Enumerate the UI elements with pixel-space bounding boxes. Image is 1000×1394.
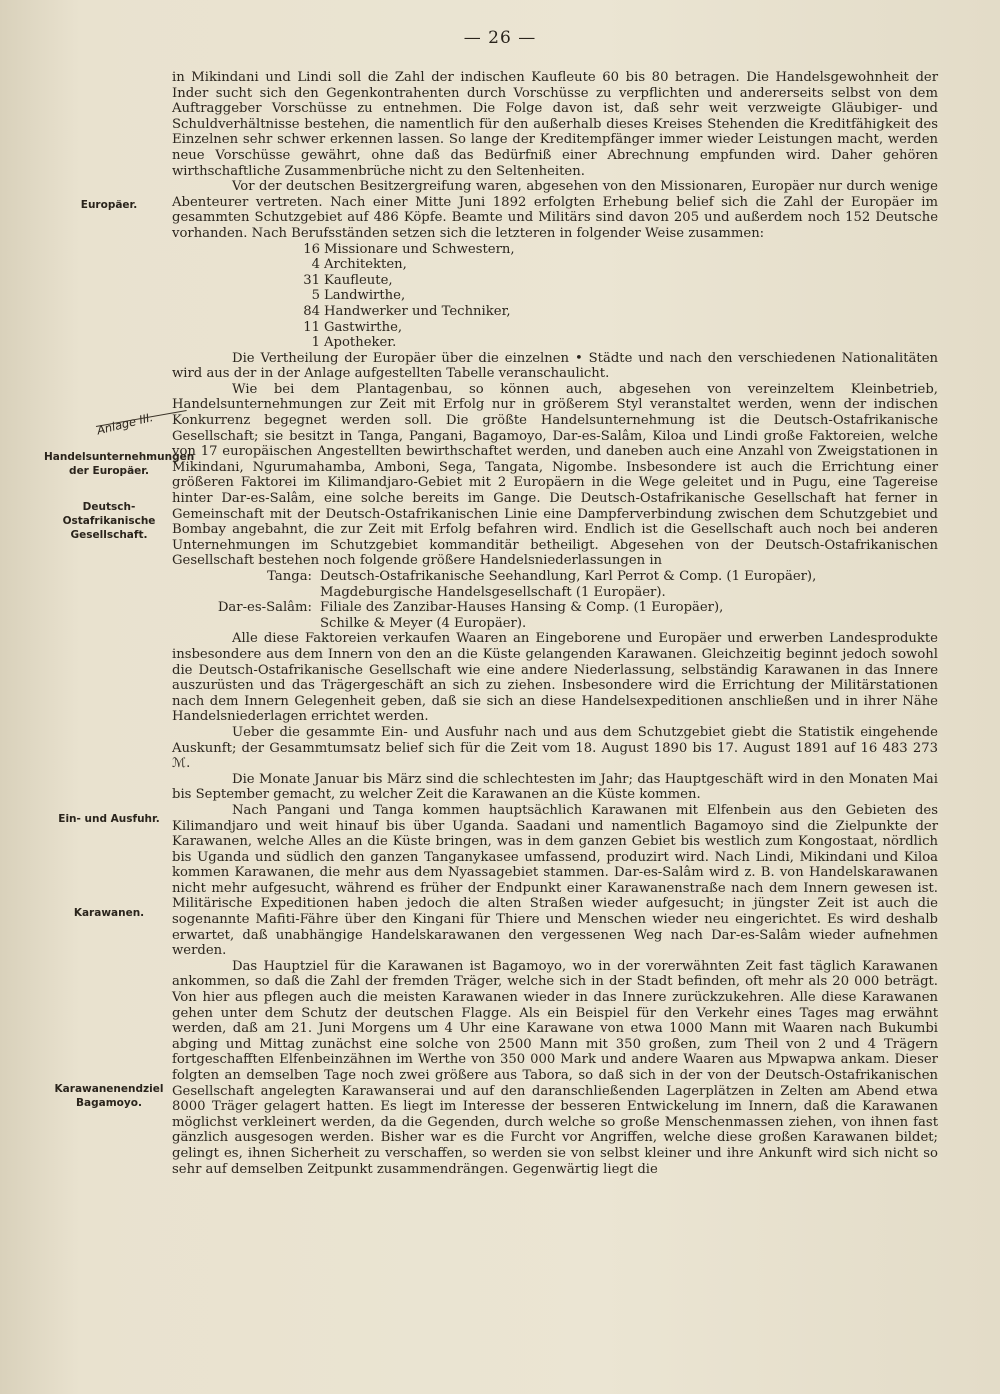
paragraph-indische-kaufleute: in Mikindani und Lindi soll die Zahl der indischen Kaufleute 60 bis 80 betragen. Die Handelsgewohnheit der Inder sucht sich den Gegenkontrahenten durch Vorschüsse zu verpflichten und andererseits selbst von dem Auftraggeber Vorschüsse zu entnehmen. Die Folge davon ist, daß sehr weit verzweigte Gläubiger- und Schuldverhältnisse bestehen, die namentlich für den außerhalb dieses Kreises Stehenden die Kreditfähigkeit des Einzelnen sehr schwer erkennen lassen. So lange der Kreditempfänger immer wieder Leistungen macht, werden neue Vorschüsse gewährt, ohne daß das Bedürfniß einer Abrechnung empfunden wird. Daher gehören wirthschaftliche Zusammenbrüche nicht zu den Seltenheiten.: [172, 70, 938, 179]
paragraph-europaer: Vor der deutschen Besitzergreifung waren, abgesehen von den Missionaren, Europäer nur durch wenige Abenteurer vertreten. Nach einer Mitte Juni 1892 erfolgten Erhebung belief sich die Zahl der Europäer im gesammten Schutzgebiet auf 486 Köpfe. Beamte und Militärs sind davon 205 und außerdem noch 152 Deutsche vorhanden. Nach Berufsständen setzen sich die letzteren in folgender Weise zusammen:: [172, 179, 938, 241]
list-item: 84 Handwerker und Techniker,: [303, 303, 511, 319]
paragraph-bagamoyo: Das Hauptziel für die Karawanen ist Bagamoyo, wo in der vorerwähnten Zeit fast täglich Karawanen ankommen, so daß die Zahl der fremden Träger, welche sich in der Stadt befinden, oft mehr als 20 000 beträgt. Von hier aus pflegen auch die meisten Karawanen wieder in das Innere zurückzukehren. Alle diese Karawanen gehen unter dem Schutz der deutschen Flagge. Als ein Beispiel für den Verkehr eines Tages mag erwähnt werden, daß am 21. Juni Morgens um 4 Uhr eine Karawane von etwa 1000 Mann mit Waaren nach Bukumbi abging und Mittag zunächst eine solche von 2500 Mann mit 350 großen, zum Theil von 2 und 4 Trägern fortgeschafften Elfenbeinzähnen im Werthe von 350 000 Mark und andere Waaren aus Mpwapwa ankam. Dieser folgten an demselben Tage noch zwei größere aus Tabora, so daß sich in der von der Deutsch-Ostafrikanischen Gesellschaft angelegten Karawanserai und auf den daranschließenden Lagerplätzen in Zelten am Abend etwa 8000 Träger gelagert hatten. Es liegt im Interesse der besseren Entwickelung im Innern, daß die Karawanen möglichst verkleinert werden, da die Gegenden, durch welche so große Menschenmassen ziehen, von ihnen fast gänzlich ausgesogen werden. Bisher war es die Furcht vor Angriffen, welche diese großen Karawanen bildet; gelingt es, ihnen Sicherheit zu verschaffen, so werden sie von selbst kleiner und ihre Ankunft wird sich nicht so sehr auf demselben Zeitpunkt zusammendrängen. Gegenwärtig liegt die: [172, 958, 938, 1177]
list-item: 31 Kaufleute,: [303, 272, 393, 288]
trade-entry: Magdeburgische Handelsgesellschaft (1 Europäer).: [320, 584, 666, 600]
margin-note-ein-ausfuhr: Ein- und Ausfuhr.: [58, 813, 160, 825]
paragraph-vertheilung: Die Vertheilung der Europäer über die einzelnen • Städte und nach den verschiedenen Nationalitäten wird aus der in der Anlage aufgestellten Tabelle veranschaulicht.: [172, 350, 938, 382]
body-text: [172, 70, 938, 1177]
trade-row-dar-es-salam: [172, 600, 938, 631]
trade-location: Dar-es-Salâm:: [217, 600, 312, 616]
list-item: 4 Architekten,: [311, 257, 407, 273]
trade-entry: Schilke & Meyer (4 Europäer).: [320, 615, 527, 631]
trade-location: Tanga:: [267, 569, 312, 584]
profession-list: [172, 242, 938, 351]
margin-note-handelsunternehmungen: Handelsunternehmungen der Europäer.: [44, 451, 195, 477]
list-item: 11 Gastwirthe,: [303, 319, 403, 335]
margin-note-anlage: Anlage III.: [95, 410, 155, 438]
paragraph-karawanen: Nach Pangani und Tanga kommen hauptsächlich Karawanen mit Elfenbein aus den Gebieten des Kilimandjaro und weit hinauf bis über Uganda. Saadani und namentlich Bagamoyo sind die Zielpunkte der Karawanen, welche Alles an die Küste bringen, was in dem ganzen Gebiet bis westlich zum Kongostaat, nördlich bis Uganda und südlich den ganzen Tanganykasee umfassend, produzirt wird. Nach Lindi, Mikindani und Kiloa kommen Karawanen, die mehr aus dem Nyassagebiet stammen. Dar-es-Salâm wird z. B. von Handelskarawanen nicht mehr aufgesucht, während es früher der Endpunkt einer Karawanenstraße nach dem Innern gewesen ist. Militärische Expeditionen haben jedoch die alten Straßen wieder aufgesucht; in jüngster Zeit ist auch die sogenannte Mafiti-Fähre über den Kingani für Thiere und Menschen wieder neu eingerichtet. Es wird deshalb erwartet, daß unabhängige Handelskarawanen den vergessenen Weg nach Dar-es-Salâm wieder aufnehmen werden.: [172, 802, 938, 959]
trade-row-tanga: [172, 569, 938, 600]
list-item: 16 Missionare und Schwestern,: [303, 241, 515, 257]
trade-entry: Deutsch-Ostafrikanische Seehandlung, Karl Perrot & Comp. (1 Europäer),: [320, 569, 817, 584]
margin-note-karawanen: Karawanen.: [73, 907, 145, 919]
list-item: 5 Landwirthe,: [311, 288, 406, 304]
list-item: 1 Apotheker.: [311, 335, 397, 351]
trade-entry: Filiale des Zanzibar-Hauses Hansing & Comp. (1 Europäer),: [320, 600, 724, 616]
paragraph-monate: Die Monate Januar bis März sind die schlechtesten im Jahr; das Hauptgeschäft wird in den Monaten Mai bis September gemacht, zu welcher Zeit die Karawanen an die Küste kommen.: [172, 771, 938, 803]
paragraph-handelsunternehmungen: Wie bei dem Plantagenbau, so können auch, abgesehen von vereinzeltem Kleinbetrieb, Handelsunternehmungen zur Zeit mit Erfolg nur in größerem Styl veranstaltet werden, wenn der indischen Konkurrenz begegnet werden soll. Die größte Handelsunternehmung ist die Deutsch-Ostafrikanische Gesellschaft; sie besitzt in Tanga, Pangani, Bagamoyo, Dar-es-Salâm, Kiloa und Lindi große Faktoreien, welche von 17 europäischen Angestellten bewirthschaftet werden, und daneben auch eine Anzahl von Zweigstationen in Mikindani, Ngurumahamba, Amboni, Sega, Tangata, Nigombe. Insbesondere ist auch die Errichtung einer größeren Faktorei im Kilimandjaro-Gebiet mit 2 Europäern in die Wege geleitet und in Pugu, eine Tagereise hinter Dar-es-Salâm, eine solche bereits im Gange. Die Deutsch-Ostafrikanische Gesellschaft hat ferner in Gemeinschaft mit der Deutsch-Ostafrikanischen Linie eine Dampferverbindung zwischen dem Schutzgebiet und Bombay angebahnt, die zur Zeit mit Erfolg befahren wird. Endlich ist die Gesellschaft auch noch bei anderen Unternehmungen im Schutzgebiet kommanditär betheiligt. Abgesehen von der Deutsch-Ostafrikanischen Gesellschaft bestehen noch folgende größere Handelsniederlassungen in: [172, 381, 938, 569]
paragraph-faktoreien: Alle diese Faktoreien verkaufen Waaren an Eingeborene und Europäer und erwerben Landesprodukte insbesondere aus dem Innern von den an die Küste gelangenden Karawanen. Gleichzeitig beginnt jedoch sowohl die Deutsch-Ostafrikanische Gesellschaft wie eine andere Niederlassung, selbständig Karawanen in das Innere auszurüsten und das Trägergeschäft an sich zu ziehen. Insbesondere wird die Errichtung der Militärstationen nach dem Innern Gelegenheit geben, daß sie sich an diese Handelsexpeditionen anschließen und in ihrer Nähe Handelsniederlagen errichtet werden.: [172, 631, 938, 725]
margin-note-dogg: Deutsch-Ostafrikanische Gesellschaft.: [62, 501, 156, 541]
page-number: — 26 —: [463, 28, 537, 48]
margin-note-karawanenendziel: Karawanenendziel Bagamoyo.: [54, 1083, 164, 1109]
trade-houses: [172, 569, 938, 631]
margin-note-europaer: Europäer.: [80, 199, 138, 211]
paragraph-ein-ausfuhr: Ueber die gesammte Ein- und Ausfuhr nach und aus dem Schutzgebiet giebt die Statistik eingehende Auskunft; der Gesammtumsatz belief sich für die Zeit vom 18. August 1890 bis 17. August 1891 auf 16 483 273 ℳ.: [172, 724, 938, 772]
